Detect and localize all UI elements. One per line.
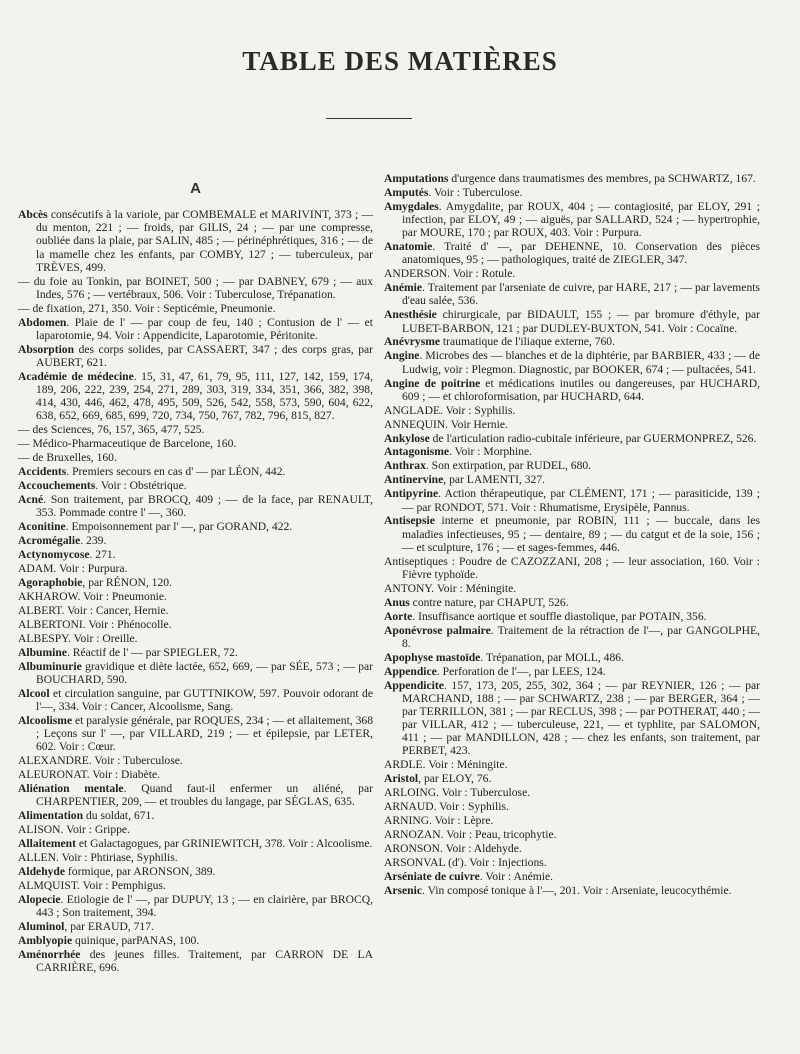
index-entry (384, 514, 760, 553)
index-entry (18, 576, 373, 589)
entry-text: ALEXANDRE. Voir : Tuberculose. (18, 754, 183, 768)
entry-text: . Voir : Anémie. (479, 870, 554, 884)
index-entry (384, 335, 760, 348)
index-entry (384, 281, 760, 307)
entry-headword: Abcès (18, 208, 48, 222)
entry-headword: Antagonisme (384, 445, 450, 459)
index-entry (384, 814, 760, 827)
entry-headword: Amputations (384, 172, 449, 185)
entry-text: consécutifs à la variole, par COMBEMALE et MARIVINT, 373 ; — du menton, 221 ; — froids, par GILIS, 24 ; — par une compresse, oubliée dans la plaie, par SALIN, 485 ; — périnéphrétiques, 316 ; — de la mamelle chez les enfants, par COMBY, 127 ; — tuberculeux, par TRÈVES, 499. (36, 208, 373, 274)
index-entry (18, 548, 373, 561)
index-entry (18, 646, 373, 659)
index-entry (18, 275, 373, 301)
entry-headword: Anthrax (384, 459, 426, 473)
entry-headword: Absorption (18, 342, 75, 356)
index-entry (18, 837, 373, 850)
entry-text: ANGLADE. Voir : Syphilis. (384, 403, 516, 417)
entry-headword: Acné (18, 493, 44, 507)
entry-headword: Arséniate de cuivre (384, 870, 480, 884)
entry-text: ALBERT. Voir : Cancer, Hernie. (18, 604, 169, 618)
entry-headword: Accouchements (18, 479, 96, 493)
entry-text: . Insuffisance aortique et souffle diastolique, par POTAIN, 356. (412, 609, 707, 623)
entry-text: . Action thérapeutique, par CLÉMENT, 171 ; — parasiticide, 139 ; — par RONDOT, 571. Voir : Rhumatisme, Erysipèle, Pannus. (402, 487, 760, 514)
entry-text: chirurgicale, par BIDAULT, 155 ; — par bromure d'éthyle, par LUBET-BARBON, 121 ; par DUDLEY-BUXTON, 541. Voir : Cocaïne. (402, 308, 760, 335)
entry-text: ARNOZAN. Voir : Peau, tricophytie. (384, 828, 557, 842)
entry-headword: Aristol (384, 772, 419, 786)
entry-headword: Angine de poitrine (384, 376, 481, 390)
index-entry (384, 186, 760, 199)
index-entry (18, 479, 373, 492)
index-entry (18, 493, 373, 519)
index-entry (18, 520, 373, 533)
entry-headword: Antisepsie (384, 514, 435, 528)
entry-text: et médications inutiles ou dangereuses, par HUCHARD, 609 ; — et chloroformisation, par HUCHARD, 644. (402, 376, 760, 403)
index-entry (18, 302, 373, 315)
entry-text: — de fixation, 271, 350. Voir : Septicémie, Pneumonie. (18, 301, 276, 315)
left-entry-list (18, 208, 373, 974)
index-entry (18, 714, 373, 753)
entry-text: interne et pneumonie, par ROBIN, 111 ; — buccale, dans les maladies infectieuses, 95 ; — dentaire, 89 ; — du catgut et de la soie, 156 ; — et sculpture, 176 ; — et sages-femmes, 446. (402, 514, 760, 554)
index-entry (18, 823, 373, 836)
entry-text: ALLEN. Voir : Phtiriase, Syphilis. (18, 851, 178, 865)
index-entry (18, 370, 373, 423)
entry-text: ALMQUIST. Voir : Pemphigus. (18, 879, 166, 893)
entry-text: . 271. (89, 548, 116, 562)
entry-headword: Anémie (384, 281, 422, 295)
index-entry (384, 582, 760, 595)
entry-headword: Aldehyde (18, 865, 66, 879)
entry-text: . Premiers secours en cas d' — par LÉON, 442. (66, 465, 286, 479)
index-entry (384, 349, 760, 375)
index-entry (384, 786, 760, 799)
entry-text: . Empoisonnement par l' —, par GORAND, 422. (65, 520, 293, 534)
index-entry (384, 445, 760, 458)
entry-text: des corps solides, par CASSAERT, 347 ; des corps gras, par AUBERT, 621. (36, 342, 373, 370)
index-entry (384, 870, 760, 883)
entry-text: . Amygdalite, par ROUX, 404 ; — contagiosité, par ELOY, 291 ; infection, par ELOY, 49 ; — aiguës, par SALLARD, 524 ; — hypertrophie, par MOURE, 170 ; par ROUX, 403. Voir : Purpura. (402, 199, 760, 240)
index-entry (18, 604, 373, 617)
right-column (384, 172, 760, 898)
entry-text: . Traité d' —, par DEHENNE, 10. Conservation des pièces anatomiques, 95 ; — pathologiques, traité de ZIEGLER, 347. (402, 240, 760, 267)
entry-headword: Albumine (18, 645, 67, 659)
index-entry (18, 343, 373, 369)
entry-headword: Albuminurie (18, 659, 82, 673)
entry-text: Antiseptiques : Poudre de CAZOZZANI, 208 ; — leur association, 160. Voir : Fièvre typhoïde. (384, 554, 760, 581)
entry-text: . Vin composé tonique à l'—, 201. Voir : Arseniate, leucocythémie. (422, 884, 732, 898)
entry-text: . 239. (80, 534, 107, 548)
index-entry (384, 487, 760, 513)
index-entry (384, 856, 760, 869)
left-column (18, 182, 373, 975)
entry-text: et paralysie générale, par ROQUES, 234 ; — et allaitement, 368 ; Leçons sur l' —, par VILLARD, 219 ; — et épilepsie, par LETER, 602. Voir : Cœur. (36, 714, 373, 754)
entry-text: gravidique et diète lactée, 652, 669, — par SÉE, 573 ; — par BOUCHARD, 590. (36, 659, 373, 686)
entry-text: ARLOING. Voir : Tuberculose. (384, 786, 531, 800)
index-entry (384, 679, 760, 758)
entry-headword: Angine (384, 349, 420, 363)
index-entry (384, 758, 760, 771)
entry-headword: Accidents (18, 465, 67, 479)
index-entry (18, 590, 373, 603)
index-entry (18, 782, 373, 808)
entry-text: . Quand faut-il enfermer un aliéné, par CHARPENTIER, 209, — et troubles du langage, par SÉGLAS, 635. (36, 782, 373, 809)
entry-text: ALISON. Voir : Grippe. (18, 823, 130, 837)
entry-text: — de Bruxelles, 160. (18, 451, 117, 465)
entry-text: d'urgence dans traumatismes des membres, pa SCHWARTZ, 167. (448, 172, 756, 185)
index-entry (18, 632, 373, 645)
entry-headword: Anatomie (384, 240, 433, 254)
index-entry (384, 624, 760, 650)
entry-text: quinique, parPANAS, 100. (72, 934, 200, 948)
index-entry (18, 865, 373, 878)
index-entry (18, 851, 373, 864)
index-entry (18, 687, 373, 713)
entry-text: — des Sciences, 76, 157, 365, 477, 525. (18, 423, 205, 437)
index-entry (384, 267, 760, 280)
entry-text: . Son extirpation, par RUDEL, 680. (425, 459, 592, 473)
entry-headword: Amblyopie (18, 934, 73, 948)
entry-headword: Aliénation mentale (18, 782, 124, 796)
entry-headword: Aponévrose palmaire (384, 623, 491, 637)
entry-text: . 15, 31, 47, 61, 79, 95, 111, 127, 142, 159, 174, 189, 206, 222, 239, 254, 271, 289, 303, 319, 334, 351, 366, 382, 398, 414, 430, 446, 462, 478, 495, 509, 526, 542, 558, 573, 590, 604, 622, 638, 652, 669, 685, 699, 720, 734, 750, 767, 782, 796, 815, 827. (36, 370, 373, 423)
entry-text: ARDLE. Voir : Méningite. (384, 758, 508, 772)
index-entry (384, 308, 760, 334)
entry-headword: Appendicite (384, 678, 444, 692)
index-entry (384, 800, 760, 813)
index-entry (18, 768, 373, 781)
index-entry (18, 534, 373, 547)
index-entry (384, 772, 760, 785)
index-entry (18, 465, 373, 478)
entry-headword: Ankylose (384, 431, 430, 445)
entry-text: — Médico-Pharmaceutique de Barcelone, 160. (18, 437, 237, 451)
entry-text: , par RÉNON, 120. (82, 576, 172, 590)
entry-text: . Trépanation, par MOLL, 486. (480, 650, 624, 664)
entry-text: . Perforation de l'—, par LEES, 124. (436, 664, 606, 678)
page-title: TABLE DES MATIÈRES (242, 46, 558, 76)
index-entry (384, 610, 760, 623)
entry-text: . 157, 173, 205, 255, 302, 364 ; — par REYNIER, 126 ; — par MARCHAND, 188 ; — par SCHWARTZ, 238 ; — par BERGER, 364 ; — par TERRILLON, 381 ; — par RECLUS, 398 ; — par POTHERAT, 440 ; — par VILLAR, 412 ; — tuberculeuse, 221, — et typhlite, par SALOMON, 411 ; — par MANDILLON, 428 ; — chez les enfants, son traitement, par PERBET, 423. (402, 678, 760, 758)
entry-text: ANDERSON. Voir : Rotule. (384, 267, 516, 281)
index-entry (18, 618, 373, 631)
entry-text: . Voir : Tuberculose. (428, 185, 523, 199)
index-entry (384, 555, 760, 581)
entry-text: des jeunes filles. Traitement, par CARRON DE LA CARRIÈRE, 696. (36, 948, 373, 975)
entry-text: traumatique de l'iliaque externe, 760. (440, 335, 615, 349)
entry-headword: Anévrysme (384, 335, 441, 349)
entry-text: ADAM. Voir : Purpura. (18, 562, 128, 576)
entry-text: ALBERTONI. Voir : Phénocolle. (18, 617, 172, 631)
index-entry (18, 423, 373, 436)
entry-headword: Aménorrhée (18, 948, 81, 962)
entry-headword: Aluminol (18, 920, 65, 934)
entry-text: . Voir : Morphine. (449, 445, 533, 459)
entry-headword: Amputés (384, 185, 429, 199)
index-entry (384, 200, 760, 239)
entry-text: , par ELOY, 76. (418, 772, 492, 786)
index-entry (18, 754, 373, 767)
index-entry (18, 660, 373, 686)
entry-text: ALEURONAT. Voir : Diabète. (18, 768, 161, 782)
entry-text: . Voir : Obstétrique. (95, 479, 187, 493)
index-entry (18, 437, 373, 450)
entry-headword: Aorte (384, 609, 413, 623)
entry-text: . Son traitement, par BROCQ, 409 ; — de la face, par RENAULT, 353. Pommade contre l' —, 360. (36, 493, 373, 520)
index-entry (384, 432, 760, 445)
entry-headword: Académie de médecine (18, 370, 134, 384)
entry-text: . Plaie de l' — par coup de feu, 140 ; Contusion de l' — et laparotomie, 94. Voir : Appendicite, Laparotomie, Péritonite. (36, 315, 373, 342)
entry-text: ARNAUD. Voir : Syphilis. (384, 800, 509, 814)
index-entry (384, 459, 760, 472)
entry-text: formique, par ARONSON, 389. (65, 865, 216, 879)
entry-text: ARSONVAL (d'). Voir : Injections. (384, 856, 547, 870)
entry-headword: Amygdales (384, 199, 439, 213)
index-entry (18, 948, 373, 974)
entry-headword: Alcoolisme (18, 714, 73, 728)
index-entry (384, 418, 760, 431)
entry-headword: Abdomen (18, 315, 67, 329)
index-entry (18, 562, 373, 575)
entry-headword: Anus (384, 595, 410, 609)
entry-text: , par LAMENTI, 327. (443, 473, 546, 487)
entry-text: . Réactif de l' — par SPIEGLER, 72. (66, 645, 238, 659)
entry-headword: Allaitement (18, 837, 76, 851)
entry-headword: Aconitine (18, 520, 66, 534)
entry-text: ARNING. Voir : Lèpre. (384, 814, 494, 828)
index-entry (384, 651, 760, 664)
entry-text: . Traitement de la rétraction de l'—, par GANGOLPHE, 8. (402, 623, 760, 650)
entry-headword: Antinervine (384, 473, 444, 487)
entry-text: ANTONY. Voir : Méningite. (384, 581, 517, 595)
entry-headword: Acromégalie (18, 534, 81, 548)
entry-text: contre nature, par CHAPUT, 526. (409, 595, 569, 609)
entry-text: — du foie au Tonkin, par BOINET, 500 ; — par DABNEY, 679 ; — aux Indes, 576 ; — vertébraux, 506. Voir : Tuberculose, Trépanation. (18, 274, 373, 301)
section-letter: A (190, 180, 201, 197)
entry-text: de l'articulation radio-cubitale inférieure, par GUERMONPREZ, 526. (429, 431, 757, 445)
entry-text: . Microbes des — blanches et de la diphtérie, par BARBIER, 433 ; — de Ludwig, voir : Plegmon. Diagnostic, par BOOKER, 674 ; — pultacées, 541. (402, 349, 760, 376)
entry-headword: Anesthésie (384, 308, 437, 322)
entry-text: ALBESPY. Voir : Oreille. (18, 631, 138, 645)
entry-text: et Galactagogues, par GRINIEWITCH, 378. Voir : Alcoolisme. (75, 837, 373, 851)
index-entry (384, 172, 760, 185)
index-entry (384, 884, 760, 897)
entry-text: ARONSON. Voir : Aldehyde. (384, 842, 522, 856)
entry-text: AKHAROW. Voir : Pneumonie. (18, 590, 167, 604)
index-entry (18, 316, 373, 342)
index-entry (18, 920, 373, 933)
index-entry (384, 596, 760, 609)
index-entry (384, 828, 760, 841)
entry-text: , par ERAUD, 717. (64, 920, 154, 934)
index-entry (18, 879, 373, 892)
entry-headword: Alimentation (18, 809, 84, 823)
entry-text: . Etiologie de l' —, par DUPUY, 13 ; — en clairière, par BROCQ, 443 ; Son traitement, 394. (36, 893, 373, 920)
entry-headword: Agoraphobie (18, 576, 83, 590)
index-entry (384, 377, 760, 403)
entry-text: du soldat, 671. (83, 809, 155, 823)
index-entry (384, 240, 760, 266)
right-entry-list (384, 172, 760, 897)
index-entry (18, 208, 373, 274)
entry-headword: Actynomycose (18, 548, 90, 562)
entry-text: ANNEQUIN. Voir Hernie. (384, 417, 508, 431)
title-rule (326, 118, 412, 119)
index-entry (18, 934, 373, 947)
index-entry (18, 809, 373, 822)
entry-headword: Antipyrine (384, 487, 439, 501)
entry-headword: Arsenic (384, 884, 422, 898)
entry-headword: Apophyse mastoïde (384, 650, 481, 664)
entry-headword: Alopecie (18, 893, 61, 907)
index-entry (18, 893, 373, 919)
entry-headword: Appendice (384, 664, 437, 678)
index-entry (384, 665, 760, 678)
index-entry (18, 451, 373, 464)
entry-text: et circulation sanguine, par GUTTNIKOW, 597. Pouvoir odorant de l'—, 334. Voir : Cancer, Alcoolisme, Sang. (36, 686, 373, 714)
entry-headword: Alcool (18, 686, 50, 700)
index-entry (384, 842, 760, 855)
index-entry (384, 473, 760, 486)
index-entry (384, 404, 760, 417)
entry-text: . Traitement par l'arseniate de cuivre, par HARE, 217 ; — par lavements d'eau salée, 536. (402, 281, 760, 308)
